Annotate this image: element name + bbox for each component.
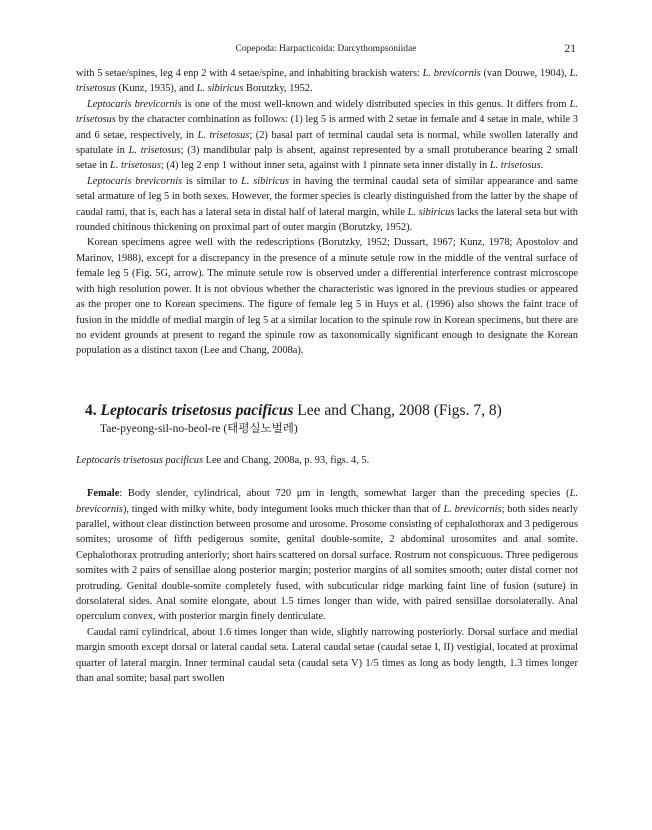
section-number: 4. (85, 401, 97, 419)
running-head: Copepoda: Harpacticoida: Darcythompsoniidae (235, 44, 417, 54)
section-heading (85, 401, 578, 421)
page-body (76, 66, 578, 686)
synonymy-citation: Leptocaris trisetosus pacificus Lee and Chang, 2008a, p. 93, figs. 4, 5. (76, 454, 370, 466)
korean-name: Tae-pyeong-sil-no-beol-re (태평실노벌레) (100, 422, 298, 435)
paragraph-continued: with 5 setae/spines, leg 4 enp 2 with 4 setae/spine, and inhabiting brackish waters: L. brevicornis (van Douwe, 1904), L. trisetosus (Kunz, 1935), and L. sibiricus Borutzky, 1952. (76, 68, 579, 95)
paragraph-female: Female: Body slender, cylindrical, about 720 μm in length, somewhat larger than the preceding species (L. brevicornis), tinged with milky white, body integument looks much thicker than that of L. brevicornis; both sides nearly parallel, without clear distinction between prosome and urosome. Prosome consisting of cephalothorax and 3 pedigerous somites; urosome of fifth pedigerous somite, genital double-somite, 2 abdominal urosomites and anal somite. Cephalothorax protruding anteriorly; short hairs scattered on dorsal surface. Rostrum not conspicuous. Three pedigerous somites with 2 pairs of sensillae along posterior margin; posterior margins of all somites smooth; outer distal corner not protruding. Genital double-somite completely fused, with subcuticular ridge marking faint line of fusion (suture) in dorsolateral sides. Anal somite elongate, about 1.5 times longer than wide, with paired sensillae dorsolaterally. Anal operculum convex, with posterior margin finely denticulate. (76, 488, 578, 623)
paragraph-caudal-rami: Caudal rami cylindrical, about 1.6 times longer than wide, slightly narrowing posteriorly. Dorsal surface and medial margin smooth except dorsal or lateral caudal seta. Lateral caudal setae (caudal setae I, II) vestigial, located at proximal quarter of lateral margin. Inner terminal caudal seta (caudal seta V) 1/5 times as long as body length, 1.3 times longer than anal somite; basal part swollen (76, 626, 578, 684)
section-species: Leptocaris trisetosus pacificus (100, 401, 294, 419)
page-number: 21 (564, 43, 576, 55)
page-header (76, 42, 576, 56)
female-label: Female (87, 488, 120, 500)
paragraph-brevicornis-comparison: Leptocaris brevicornis is one of the most well-known and widely distributed species in this genus. It differs from L. trisetosus by the character combination as follows: (1) leg 5 is armed with 2 setae in female and 4 setae in male, while 3 and 6 setae, respectively, in L. trisetosus; (2) basal part of terminal caudal seta is normal, while swollen laterally and spatulate in L. trisetosus; (3) mandibular palp is absent, against represented by a small protuberance bearing 2 small setae in L. trisetosus; (4) leg 2 enp 1 without inner seta, against with 1 pinnate seta inner distally in L. trisetosus. (76, 98, 579, 172)
paragraph-sibiricus-comparison: Leptocaris brevicornis is similar to L. sibiricus in having the terminal caudal seta of similar appearance and same setal armature of leg 5 in both sexes. However, the former species is clearly distinguished from the latter by the shape of caudal rami, that is, each has a lateral seta in distal half of lateral margin, while L. sibiricus lacks the lateral seta but with rounded chitinous thickening on proximal part of outer margin (Borutzky, 1952). (76, 175, 578, 234)
section-authority: Lee and Chang, 2008 (Figs. 7, 8) (293, 401, 502, 419)
paragraph-korean-specimens: Korean specimens agree well with the redescriptions (Borutzky, 1952; Dussart, 1967; Kunz, 1978; Apostolov and Marinov, 1988), except for a discrepancy in the presence of a minute setule row in the middle of the ventral surface of female leg 5 (Fig. 5G, arrow). The minute setule row is observed under a differential interference contrast microscope with high resolution power. It is not obvious whether the characteristic was ignored in the previous studies or appeared as the proper one to Korean specimens. The figure of female leg 5 in Huys et al. (1996) also shows the faint trace of fusion in the middle of medial margin of leg 5 at a similar location to the spinule row in Korean specimens, but there are no evident grounds at present to regard the spinule row as taxonomically significant enough to designate the Korean population as a distinct taxon (Lee and Chang, 2008a). (76, 237, 578, 357)
